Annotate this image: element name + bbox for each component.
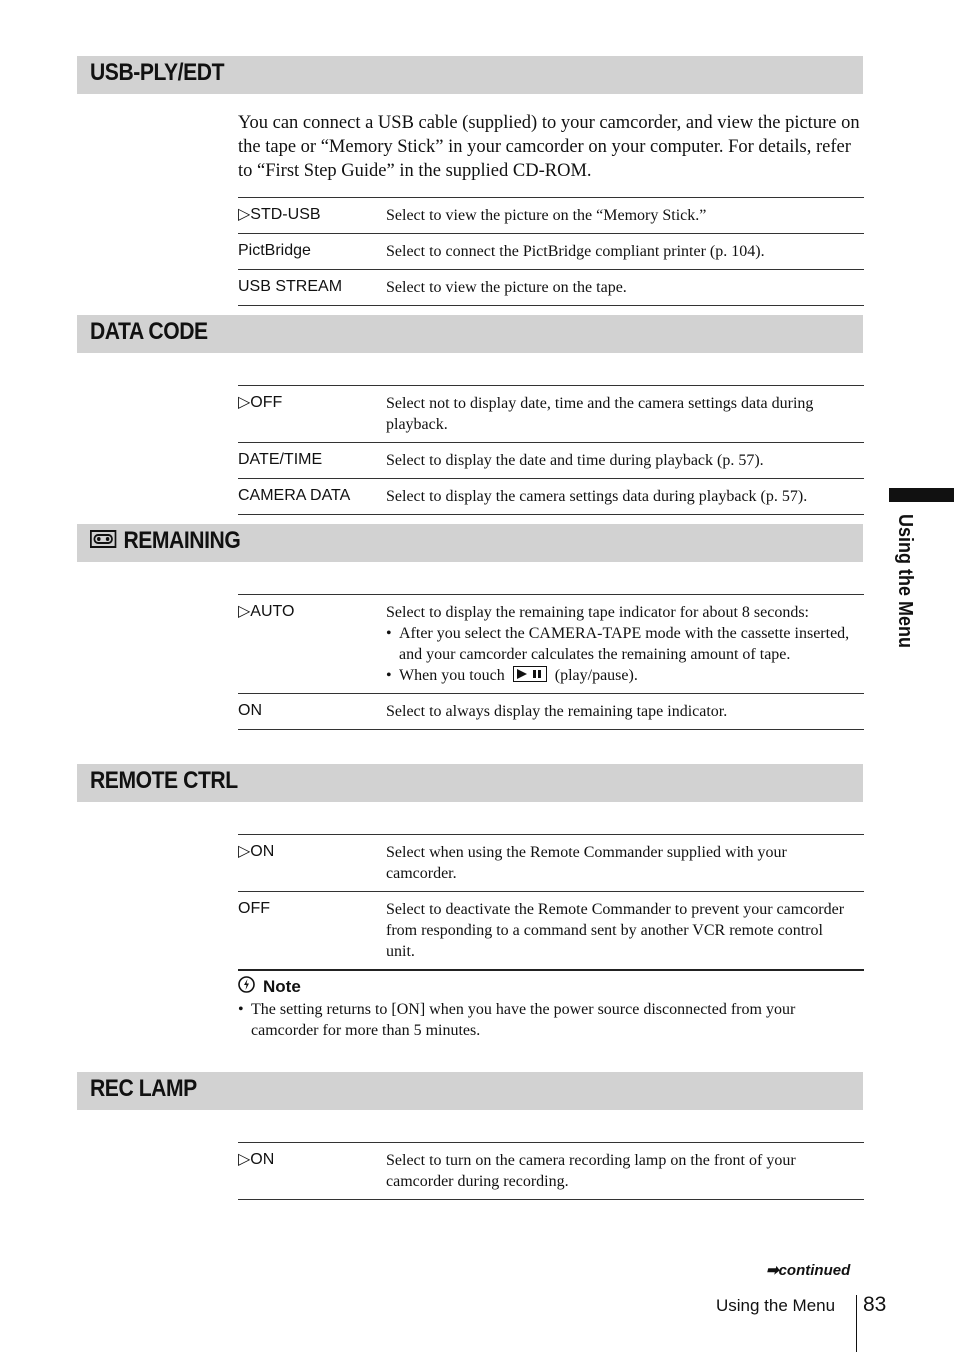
bullet-text: (play/pause). bbox=[554, 667, 638, 684]
section-title: DATA CODE bbox=[90, 318, 208, 345]
option-description: Select to display the remaining tape indicator for about 8 seconds: bbox=[386, 604, 809, 621]
section-header-usb-ply-edt bbox=[77, 56, 863, 94]
section-title: USB-PLY/EDT bbox=[90, 59, 225, 86]
continued-text: continued bbox=[778, 1262, 851, 1279]
option-description: Select to always display the remaining tape indicator. bbox=[386, 703, 728, 720]
table-row bbox=[238, 233, 864, 269]
table-row bbox=[238, 834, 864, 891]
table-row bbox=[238, 1142, 864, 1200]
side-tab-label: Using the Menu bbox=[894, 514, 916, 649]
arrow-right-icon: ➡ bbox=[766, 1262, 779, 1279]
option-name: USB STREAM bbox=[238, 278, 343, 295]
option-description: Select to display the camera settings data during playback (p. 57). bbox=[386, 488, 808, 505]
option-name: ▷OFF bbox=[238, 394, 283, 411]
option-description-block bbox=[386, 602, 864, 686]
option-description: Select to view the picture on the tape. bbox=[386, 279, 627, 296]
table-row bbox=[238, 442, 864, 478]
footer-section-label: Using the Menu bbox=[716, 1296, 836, 1315]
table-row bbox=[238, 385, 864, 442]
option-name: ▷ON bbox=[238, 843, 275, 860]
option-description: Select to turn on the camera recording lamp on the front of your camcorder during recording. bbox=[386, 1152, 796, 1190]
section-header-data-code bbox=[77, 315, 863, 353]
option-name: CAMERA DATA bbox=[238, 487, 351, 504]
table-row bbox=[238, 478, 864, 515]
section-title: REMOTE CTRL bbox=[90, 767, 238, 794]
section-title: REMAINING bbox=[123, 527, 241, 554]
bullet-item: • After you select the CAMERA-TAPE mode with the cassette inserted, and your camcorder calculates the remaining amount of tape. bbox=[386, 623, 854, 665]
section-header-rec-lamp bbox=[77, 1072, 863, 1110]
option-description: Select to connect the PictBridge compliant printer (p. 104). bbox=[386, 243, 765, 260]
continued-label bbox=[766, 1261, 850, 1279]
option-description: Select to display the date and time during playback (p. 57). bbox=[386, 452, 764, 469]
side-tab-marker bbox=[889, 488, 954, 502]
table-row bbox=[238, 197, 864, 233]
settings-table-data-code bbox=[238, 385, 864, 515]
note-text: • The setting returns to [ON] when you have the power source disconnected from your camcorder for more than 5 minutes. bbox=[238, 999, 851, 1041]
bullet-text: When you touch bbox=[399, 667, 505, 684]
option-description: Select to view the picture on the “Memory Stick.” bbox=[386, 207, 707, 224]
option-description: Select to deactivate the Remote Commander to prevent your camcorder from responding to a command sent by another VCR remote control unit. bbox=[386, 901, 845, 960]
option-name: ON bbox=[238, 702, 262, 719]
note-icon bbox=[238, 976, 255, 998]
play-pause-icon bbox=[513, 666, 547, 682]
table-row bbox=[238, 891, 864, 971]
option-name: ▷AUTO bbox=[238, 603, 295, 620]
section-header-remaining bbox=[77, 524, 863, 562]
settings-table-remaining bbox=[238, 594, 864, 730]
page-number: 83 bbox=[863, 1293, 887, 1316]
table-row bbox=[238, 693, 864, 730]
settings-table-usb bbox=[238, 197, 864, 306]
note-heading-text: Note bbox=[263, 977, 301, 996]
option-name: ▷STD-USB bbox=[238, 206, 321, 223]
bullet-item bbox=[386, 665, 854, 686]
option-name: PictBridge bbox=[238, 242, 311, 259]
option-name: ▷ON bbox=[238, 1151, 275, 1168]
section-header-remote-ctrl bbox=[77, 764, 863, 802]
settings-table-rec-lamp bbox=[238, 1142, 864, 1200]
section-title: REC LAMP bbox=[90, 1075, 197, 1102]
tape-icon bbox=[90, 527, 116, 555]
section-title-wrap bbox=[90, 527, 240, 555]
option-description: Select not to display date, time and the camera settings data during playback. bbox=[386, 395, 814, 433]
option-name: DATE/TIME bbox=[238, 451, 323, 468]
settings-table-remote bbox=[238, 834, 864, 971]
option-description: Select when using the Remote Commander supplied with your camcorder. bbox=[386, 844, 787, 882]
table-row bbox=[238, 269, 864, 306]
option-name: OFF bbox=[238, 900, 270, 917]
intro-paragraph: You can connect a USB cable (supplied) to your camcorder, and view the picture on the tape or “Memory Stick” in your camcorder on your computer. For details, refer to “First Step Guide” in the supplied CD-ROM. bbox=[238, 113, 860, 181]
table-row bbox=[238, 594, 864, 693]
footer-divider bbox=[856, 1295, 857, 1352]
note-heading bbox=[238, 976, 301, 998]
